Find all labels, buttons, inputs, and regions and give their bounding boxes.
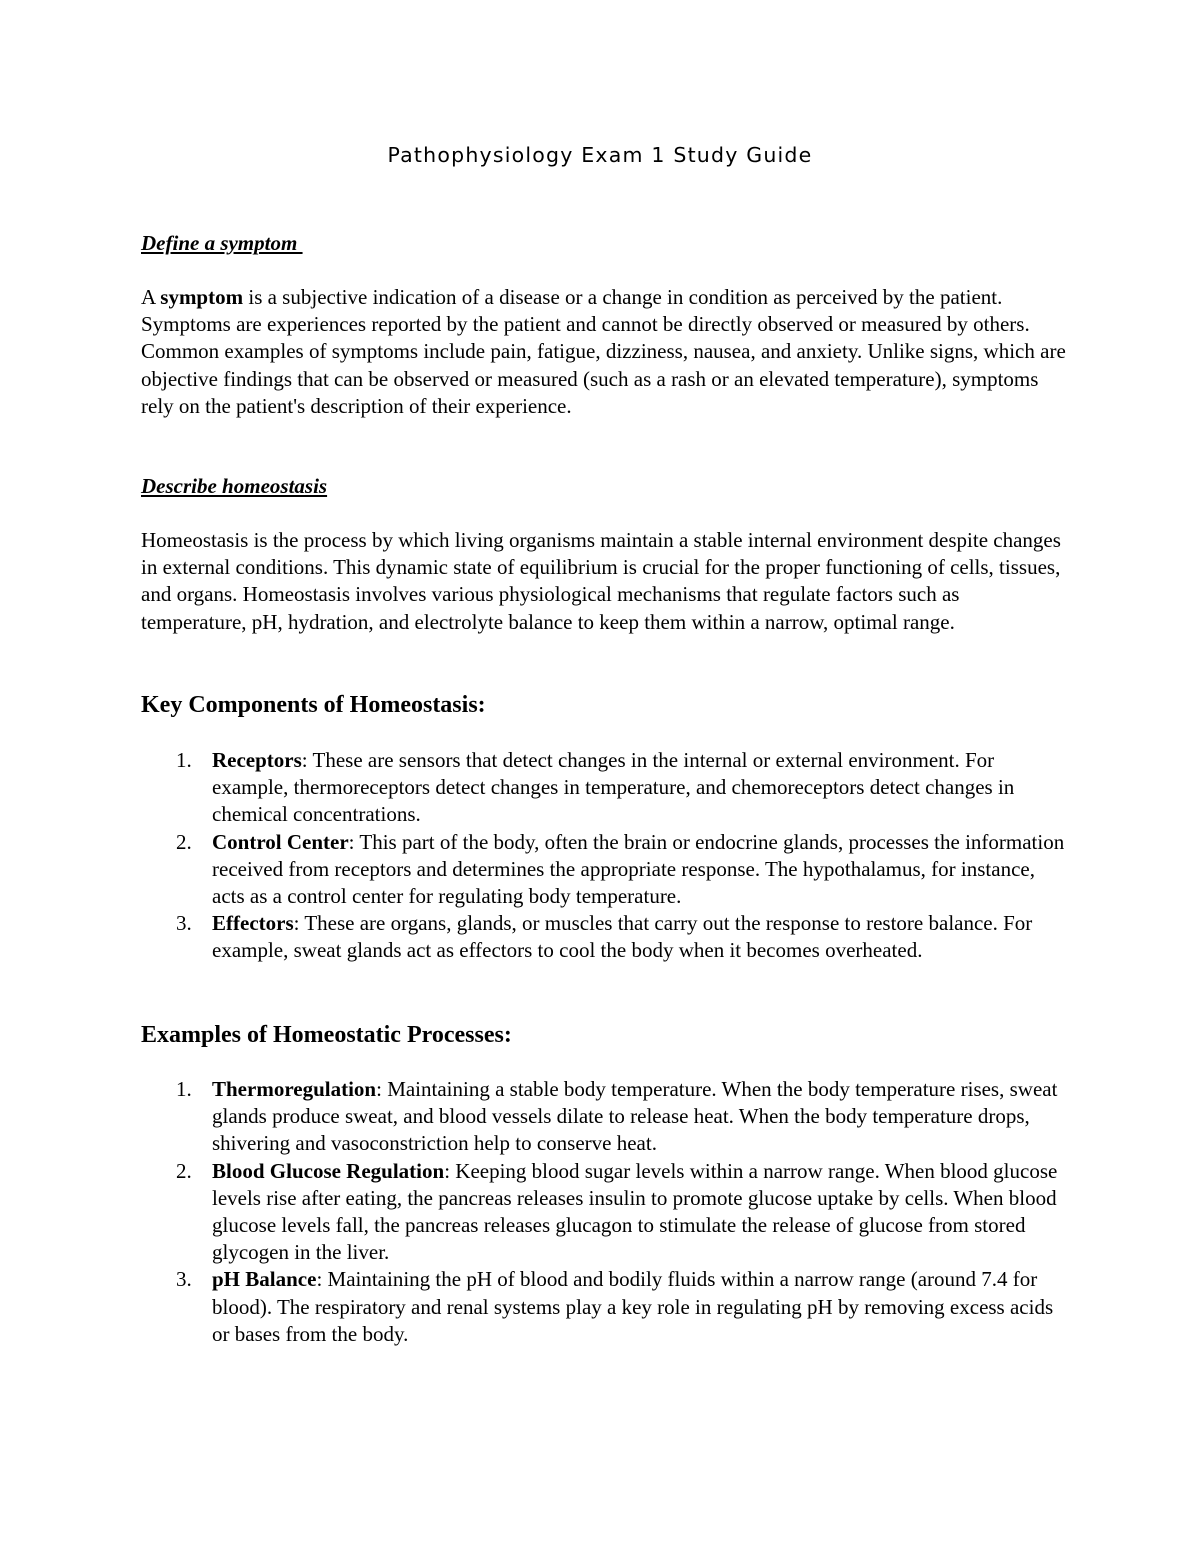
section-heading-symptom: Define a symptom	[141, 231, 303, 255]
list-term: Blood Glucose Regulation	[212, 1158, 445, 1183]
list-term: Effectors	[212, 911, 294, 936]
list-text: : These are organs, glands, or muscles that carry out the response to restore balance. For example, sweat glands act as effectors to cool the body when it becomes overheated.	[212, 911, 1033, 963]
examples-list	[141, 1076, 1066, 1348]
list-term: Thermoregulation	[212, 1077, 377, 1101]
example-item	[141, 1266, 1066, 1348]
list-text: : Maintaining the pH of blood and bodily fluids within a narrow range (around 7.4 for blood). The respiratory and renal systems play a key role in regulating pH by removing excess acids or bases from the body.	[212, 1267, 1054, 1346]
section-homeostasis	[141, 473, 1066, 500]
list-number: 3.	[176, 911, 192, 936]
symptom-paragraph-block	[141, 284, 1066, 420]
list-term: pH Balance	[212, 1267, 317, 1292]
symptom-text: is a subjective indication of a disease or a change in condition as perceived by the patient. Symptoms are experiences reported by the patient and cannot be directly observed or measured by others. Common examples of symptoms include pain, fatigue, dizziness, nausea, and anxiety. Unlike signs, which are objective findings that can be observed or measured (such as a rash or an elevated temperature), symptoms rely on the patient's description of their experience.	[141, 285, 1066, 418]
list-text: : This part of the body, often the brain or endocrine glands, processes the information received from receptors and determines the appropriate response. The hypothalamus, for instance, acts as a control center for regulating body temperature.	[212, 829, 1065, 909]
list-number: 2.	[176, 829, 192, 854]
key-component-item	[141, 829, 1066, 911]
example-item	[141, 1076, 1066, 1158]
section-symptom	[141, 230, 1066, 257]
homeostasis-paragraph-block	[141, 527, 1066, 636]
symptom-paragraph	[141, 284, 1066, 420]
examples-heading: Examples of Homeostatic Processes:	[141, 1022, 512, 1048]
example-item	[141, 1158, 1066, 1267]
list-text: : Maintaining a stable body temperature. When the body temperature rises, sweat glands produce sweat, and blood vessels dilate to release heat. When the body temperature drops, shivering and vasoconstriction help to conserve heat.	[212, 1077, 1058, 1156]
list-number: 3.	[176, 1267, 192, 1292]
symptom-bold-word: symptom	[160, 285, 244, 309]
list-number: 1.	[176, 1077, 192, 1101]
list-term: Control Center	[212, 829, 349, 854]
list-text: : Keeping blood sugar levels within a narrow range. When blood glucose levels rise after eating, the pancreas releases insulin to promote glucose uptake by cells. When blood glucose levels fall, the pancreas releases glucagon to stimulate the release of glucose from stored glycogen in the liver.	[212, 1158, 1058, 1265]
homeostasis-paragraph: Homeostasis is the process by which living organisms maintain a stable internal environment despite changes in external conditions. This dynamic state of equilibrium is crucial for the proper functioning of cells, tissues, and organs. Homeostasis involves various physiological mechanisms that regulate factors such as temperature, pH, hydration, and electrolyte balance to keep them within a narrow, optimal range.	[141, 528, 1061, 634]
section-heading-homeostasis: Describe homeostasis	[141, 474, 328, 498]
key-components-list	[141, 747, 1066, 965]
key-components-heading: Key Components of Homeostasis:	[141, 692, 486, 718]
list-number: 1.	[176, 748, 192, 772]
page-title: Pathophysiology Exam 1 Study Guide	[387, 143, 813, 167]
key-component-item	[141, 747, 1066, 829]
symptom-lead: A	[141, 285, 161, 309]
list-term: Receptors	[212, 748, 302, 772]
list-text: : These are sensors that detect changes in the internal or external environment. For example, thermoreceptors detect changes in temperature, and chemoreceptors detect changes in chemical concentrations.	[212, 748, 1015, 827]
key-component-item	[141, 910, 1066, 964]
list-number: 2.	[176, 1158, 192, 1183]
